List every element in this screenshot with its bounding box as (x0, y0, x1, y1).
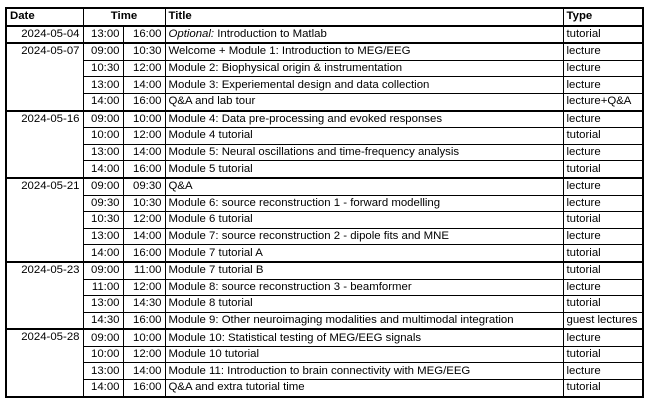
optional-prefix: Optional: (168, 27, 215, 40)
end-time-cell: 16:00 (123, 93, 165, 110)
start-time-cell: 10:00 (83, 128, 123, 145)
date-cell: 2024-05-21 (6, 178, 83, 262)
type-cell: lecture+Q&A (563, 93, 643, 110)
title-cell: Module 3: Experiemental design and data collection (165, 77, 563, 94)
start-time-cell: 11:00 (83, 279, 123, 296)
date-cell: 2024-05-23 (6, 262, 83, 329)
type-cell: lecture (563, 144, 643, 161)
table-row (6, 380, 643, 397)
start-time-cell: 10:00 (83, 346, 123, 363)
title-cell: Welcome + Module 1: Introduction to MEG/EEG (165, 43, 563, 60)
end-time-cell: 14:00 (123, 144, 165, 161)
header-title: Title (165, 8, 563, 26)
start-time-cell: 13:00 (83, 77, 123, 94)
title-cell: Module 8 tutorial (165, 296, 563, 313)
type-cell: tutorial (563, 262, 643, 279)
table-row (6, 363, 643, 380)
end-time-cell: 12:00 (123, 60, 165, 77)
table-row (6, 279, 643, 296)
type-cell: lecture (563, 363, 643, 380)
title-cell: Module 6: source reconstruction 1 - forward modelling (165, 195, 563, 212)
title-cell: Module 4 tutorial (165, 128, 563, 145)
end-time-cell: 11:00 (123, 262, 165, 279)
type-cell: lecture (563, 111, 643, 128)
header-time: Time (83, 8, 165, 26)
type-cell: tutorial (563, 212, 643, 229)
title-text: Introduction to Matlab (214, 27, 327, 40)
end-time-cell: 16:00 (123, 26, 165, 44)
title-cell: Module 7 tutorial B (165, 262, 563, 279)
end-time-cell: 12:00 (123, 346, 165, 363)
table-row (6, 93, 643, 110)
start-time-cell: 09:30 (83, 195, 123, 212)
title-cell: Module 2: Biophysical origin & instrumentation (165, 60, 563, 77)
title-cell: Module 5: Neural oscillations and time-frequency analysis (165, 144, 563, 161)
title-cell: Module 8: source reconstruction 3 - beamformer (165, 279, 563, 296)
type-cell: tutorial (563, 296, 643, 313)
start-time-cell: 10:30 (83, 212, 123, 229)
type-cell: tutorial (563, 128, 643, 145)
end-time-cell: 14:30 (123, 296, 165, 313)
table-row (6, 111, 643, 128)
type-cell: tutorial (563, 380, 643, 397)
type-cell: lecture (563, 279, 643, 296)
type-cell: lecture (563, 228, 643, 245)
table-row (6, 245, 643, 262)
table-row (6, 329, 643, 346)
date-cell: 2024-05-28 (6, 329, 83, 396)
table-row (6, 161, 643, 178)
title-cell: Module 7 tutorial A (165, 245, 563, 262)
type-cell: lecture (563, 195, 643, 212)
title-cell: Module 11: Introduction to brain connectivity with MEG/EEG (165, 363, 563, 380)
type-cell: lecture (563, 329, 643, 346)
start-time-cell: 13:00 (83, 296, 123, 313)
date-cell: 2024-05-16 (6, 111, 83, 178)
title-cell: Q&A and lab tour (165, 93, 563, 110)
table-row (6, 77, 643, 94)
table-row (6, 262, 643, 279)
end-time-cell: 12:00 (123, 128, 165, 145)
type-cell: lecture (563, 77, 643, 94)
table-row (6, 26, 643, 44)
end-time-cell: 10:00 (123, 111, 165, 128)
table-row (6, 296, 643, 313)
type-cell: tutorial (563, 346, 643, 363)
end-time-cell: 12:00 (123, 279, 165, 296)
end-time-cell: 12:00 (123, 212, 165, 229)
end-time-cell: 10:30 (123, 43, 165, 60)
start-time-cell: 14:00 (83, 161, 123, 178)
table-row (6, 43, 643, 60)
end-time-cell: 14:00 (123, 228, 165, 245)
end-time-cell: 16:00 (123, 161, 165, 178)
table-row (6, 178, 643, 195)
start-time-cell: 14:00 (83, 93, 123, 110)
type-cell: tutorial (563, 245, 643, 262)
title-cell: Q&A and extra tutorial time (165, 380, 563, 397)
table-row (6, 312, 643, 329)
title-cell: Module 5 tutorial (165, 161, 563, 178)
title-cell: Module 10 tutorial (165, 346, 563, 363)
start-time-cell: 14:00 (83, 380, 123, 397)
start-time-cell: 13:00 (83, 228, 123, 245)
end-time-cell: 14:00 (123, 363, 165, 380)
type-cell: tutorial (563, 26, 643, 44)
header-row (6, 8, 643, 26)
start-time-cell: 09:00 (83, 178, 123, 195)
start-time-cell: 09:00 (83, 329, 123, 346)
end-time-cell: 10:00 (123, 329, 165, 346)
schedule-container (5, 7, 644, 398)
type-cell: lecture (563, 43, 643, 60)
title-cell: Module 4: Data pre-processing and evoked responses (165, 111, 563, 128)
start-time-cell: 13:00 (83, 363, 123, 380)
start-time-cell: 09:00 (83, 43, 123, 60)
title-cell (165, 26, 563, 44)
end-time-cell: 16:00 (123, 245, 165, 262)
table-row (6, 60, 643, 77)
title-cell: Module 7: source reconstruction 2 - dipole fits and MNE (165, 228, 563, 245)
schedule-table (5, 7, 644, 398)
type-cell: lecture (563, 178, 643, 195)
date-cell: 2024-05-07 (6, 43, 83, 110)
schedule-body (6, 26, 643, 397)
end-time-cell: 09:30 (123, 178, 165, 195)
start-time-cell: 13:00 (83, 26, 123, 44)
date-cell: 2024-05-04 (6, 26, 83, 44)
end-time-cell: 16:00 (123, 380, 165, 397)
header-date: Date (6, 8, 83, 26)
end-time-cell: 14:00 (123, 77, 165, 94)
header-type: Type (563, 8, 643, 26)
title-cell: Module 6 tutorial (165, 212, 563, 229)
start-time-cell: 14:30 (83, 312, 123, 329)
type-cell: lecture (563, 60, 643, 77)
start-time-cell: 14:00 (83, 245, 123, 262)
start-time-cell: 13:00 (83, 144, 123, 161)
table-row (6, 228, 643, 245)
table-row (6, 346, 643, 363)
end-time-cell: 10:30 (123, 195, 165, 212)
table-row (6, 144, 643, 161)
title-cell: Q&A (165, 178, 563, 195)
title-cell: Module 9: Other neuroimaging modalities and multimodal integration (165, 312, 563, 329)
table-row (6, 212, 643, 229)
start-time-cell: 10:30 (83, 60, 123, 77)
start-time-cell: 09:00 (83, 111, 123, 128)
type-cell: tutorial (563, 161, 643, 178)
table-row (6, 128, 643, 145)
title-cell: Module 10: Statistical testing of MEG/EEG signals (165, 329, 563, 346)
start-time-cell: 09:00 (83, 262, 123, 279)
end-time-cell: 16:00 (123, 312, 165, 329)
type-cell: guest lectures (563, 312, 643, 329)
table-row (6, 195, 643, 212)
